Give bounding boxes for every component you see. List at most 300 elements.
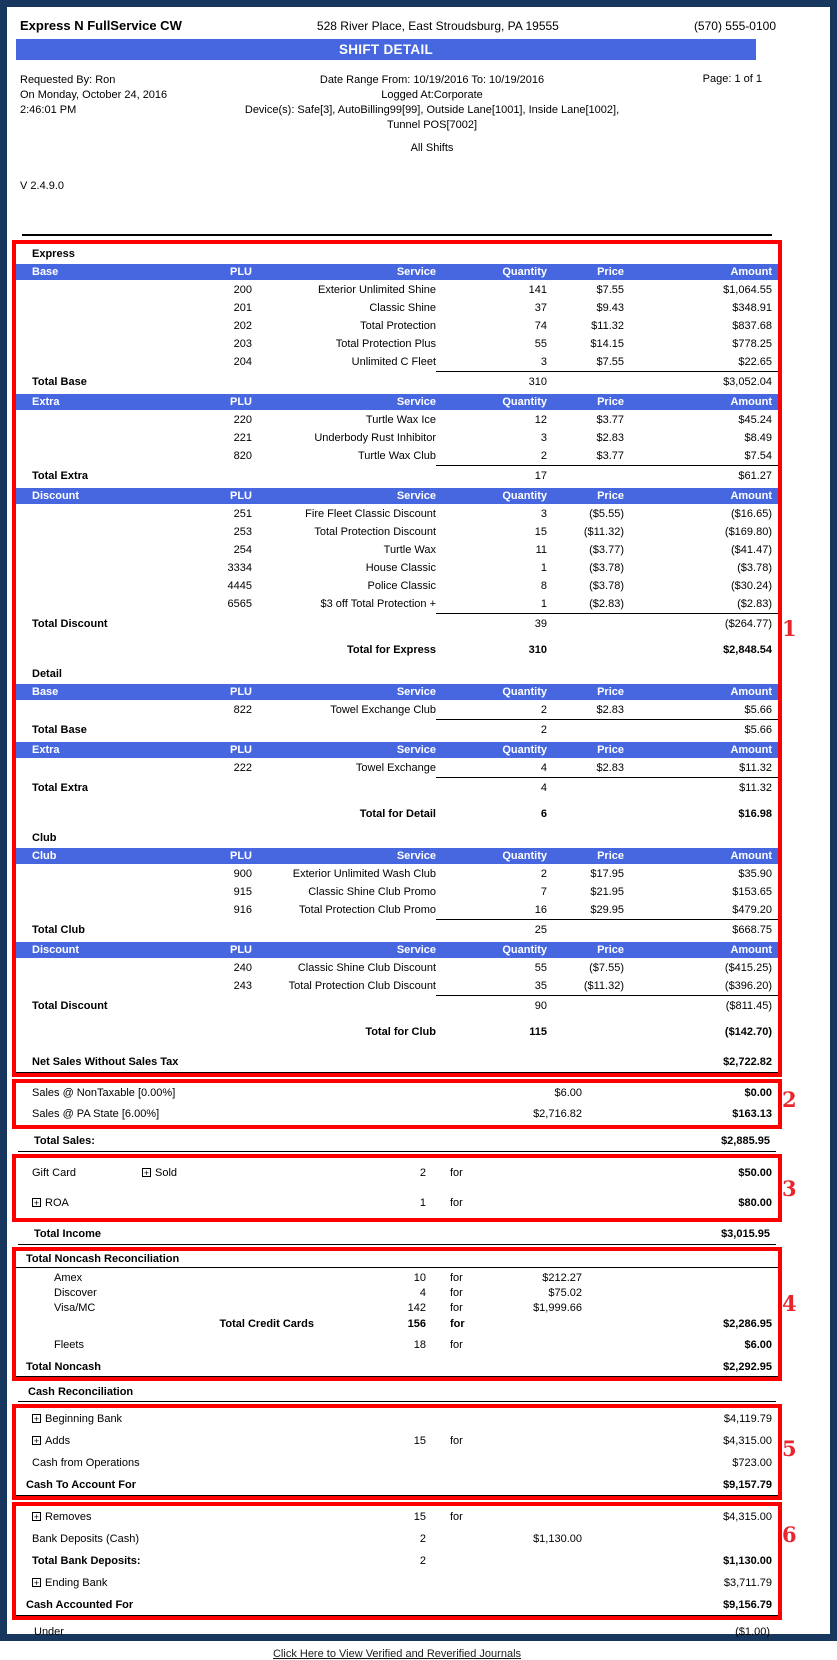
cash-to-account-for-label: Cash To Account For	[26, 1479, 136, 1491]
qty-cell: 3	[540, 432, 547, 444]
plu-cell: 4445	[227, 580, 252, 592]
beginning-bank-row	[16, 1408, 778, 1430]
quantity-header: Quantity	[502, 266, 547, 278]
report-header	[12, 7, 782, 36]
expand-icon[interactable]	[32, 1578, 41, 1587]
total-label: Total Discount	[32, 618, 108, 630]
total-bank-deposits-qty: 2	[419, 1555, 426, 1567]
cash-from-operations-row	[16, 1452, 778, 1474]
total-label: Total Extra	[32, 470, 89, 482]
plu-header: PLU	[230, 944, 252, 956]
total-qty: 39	[534, 618, 547, 630]
total-amount: $5.66	[744, 724, 772, 736]
date-range: Date Range From: 10/19/2016 To: 10/19/2016	[319, 74, 545, 86]
plu-cell: 915	[233, 886, 252, 898]
price-header: Price	[597, 266, 624, 278]
table-row	[16, 447, 778, 465]
report-title-bar: SHIFT DETAIL	[16, 39, 756, 60]
price-cell: ($5.55)	[589, 508, 624, 520]
service-cell: Turtle Wax Ice	[365, 414, 436, 426]
plu-cell: 900	[233, 868, 252, 880]
total-qty: 2	[540, 724, 547, 736]
qty-cell: 141	[528, 284, 547, 296]
beginning-bank-amount: $4,119.79	[723, 1413, 772, 1425]
meta-center-column	[202, 73, 662, 156]
amount-cell: $11.32	[739, 762, 772, 774]
net-sales-label: Net Sales Without Sales Tax	[32, 1056, 179, 1068]
price-cell: $3.77	[596, 450, 624, 462]
cash-from-operations-amount: $723.00	[732, 1457, 772, 1469]
table-row	[16, 901, 778, 919]
table-total-row	[16, 614, 778, 634]
price-header: Price	[597, 850, 624, 862]
total-income-label: Total Income	[34, 1228, 102, 1240]
adds-label: Adds	[45, 1435, 71, 1447]
qty-cell: 37	[534, 302, 547, 314]
section-header-cell: Extra	[32, 396, 60, 408]
qty-cell: 1	[540, 562, 547, 574]
qty-cell: 2	[540, 704, 547, 716]
credit-card-row	[16, 1301, 778, 1316]
amount-cell: $837.68	[732, 320, 772, 332]
cash-from-operations-label: Cash from Operations	[32, 1457, 140, 1469]
table-row	[16, 865, 778, 883]
meta-right-column	[662, 73, 782, 156]
group-total-row	[16, 638, 778, 662]
total-noncash-row	[16, 1357, 778, 1377]
service-cell: Fire Fleet Classic Discount	[305, 508, 436, 520]
qty-cell: 1	[540, 598, 547, 610]
credit-card-row	[16, 1286, 778, 1301]
price-cell: ($11.32)	[583, 980, 624, 992]
ending-bank-row	[16, 1572, 778, 1594]
amount-cell: ($30.24)	[731, 580, 772, 592]
gift-card-amount: $50.00	[738, 1167, 772, 1179]
plu-cell: 254	[233, 544, 252, 556]
qty-cell: 3	[540, 356, 547, 368]
price-cell: $2.83	[596, 704, 624, 716]
total-sales-amount: $2,885.95	[721, 1135, 770, 1147]
table-total-row	[16, 466, 778, 486]
expand-icon[interactable]	[142, 1168, 151, 1177]
cash-accounted-for-label: Cash Accounted For	[26, 1599, 134, 1611]
amount-cell: ($396.20)	[724, 980, 772, 992]
amount-cell: $22.65	[738, 356, 772, 368]
table-row	[16, 429, 778, 447]
group-total-label: Total for Club	[365, 1026, 436, 1038]
total-sales-label: Total Sales:	[34, 1135, 95, 1147]
qty-cell: 55	[534, 962, 547, 974]
card-qty: 10	[413, 1272, 426, 1284]
group-total-label: Total for Express	[346, 644, 436, 656]
table-total-row	[16, 920, 778, 940]
bank-deposits-qty: 2	[419, 1533, 426, 1545]
group-total-qty: 6	[540, 808, 547, 820]
amount-cell: $45.24	[738, 414, 772, 426]
service-cell: Towel Exchange	[355, 762, 436, 774]
expand-icon[interactable]	[32, 1198, 41, 1207]
plu-cell: 204	[233, 356, 252, 368]
total-credit-cards-row	[16, 1316, 778, 1332]
amount-cell: ($415.25)	[724, 962, 772, 974]
table-header-row	[16, 488, 778, 504]
total-credit-cards-label: Total Credit Cards	[219, 1318, 314, 1330]
amount-cell: $479.20	[732, 904, 772, 916]
amount-cell: $5.66	[744, 704, 772, 716]
plu-cell: 916	[233, 904, 252, 916]
for-conjunction: for	[450, 1272, 463, 1284]
price-cell: ($7.55)	[589, 962, 624, 974]
card-amount: $1,999.66	[533, 1302, 582, 1314]
total-noncash-label: Total Noncash	[26, 1361, 101, 1373]
price-cell: $17.95	[590, 868, 624, 880]
amount-cell: ($41.47)	[731, 544, 772, 556]
for-conjunction: for	[450, 1318, 465, 1330]
group-total-row	[16, 1020, 778, 1044]
service-cell: Total Protection Club Promo	[299, 904, 436, 916]
cash-to-account-for-amount: $9,157.79	[723, 1479, 772, 1491]
group-label-club: Club	[32, 832, 57, 844]
plu-cell: 6565	[227, 598, 252, 610]
table-header-row	[16, 684, 778, 700]
requested-by: Requested By: Ron	[20, 74, 116, 86]
service-header: Service	[396, 744, 436, 756]
devices-line-1: Device(s): Safe[3], AutoBilling99[99], Outside Lane[1001], Inside Lane[1002],	[244, 104, 620, 116]
table-row	[16, 883, 778, 901]
qty-cell: 2	[540, 450, 547, 462]
quantity-header: Quantity	[502, 490, 547, 502]
group-total-qty: 310	[528, 644, 547, 656]
plu-header: PLU	[230, 686, 252, 698]
service-header: Service	[396, 396, 436, 408]
service-header: Service	[396, 850, 436, 862]
cash-reconciliation-title: Cash Reconciliation	[18, 1383, 776, 1402]
price-cell: ($11.32)	[583, 526, 624, 538]
total-credit-cards-amount: $2,286.95	[723, 1318, 772, 1330]
tax-row	[16, 1083, 778, 1104]
price-cell: $29.95	[590, 904, 624, 916]
fleets-row	[16, 1335, 778, 1355]
plu-cell: 822	[233, 704, 252, 716]
card-label: Visa/MC	[54, 1302, 96, 1314]
service-cell: Turtle Wax Club	[357, 450, 436, 462]
total-label: Total Club	[32, 924, 85, 936]
removes-label: Removes	[45, 1511, 92, 1523]
plu-cell: 251	[233, 508, 252, 520]
amount-header: Amount	[730, 490, 772, 502]
all-shifts: All Shifts	[410, 142, 454, 154]
group-total-qty: 115	[529, 1026, 547, 1038]
company-phone: (570) 555-0100	[693, 19, 776, 33]
verified-journals-link[interactable]: Click Here to View Verified and Reverified Journals	[272, 1648, 522, 1660]
amount-cell: ($169.80)	[724, 526, 772, 538]
table-row	[16, 559, 778, 577]
total-amount: $11.32	[739, 782, 772, 794]
service-cell: Police Classic	[367, 580, 436, 592]
qty-cell: 8	[540, 580, 547, 592]
for-conjunction: for	[450, 1302, 463, 1314]
card-amount: $75.02	[548, 1287, 582, 1299]
amount-header: Amount	[730, 850, 772, 862]
price-cell: $2.83	[596, 432, 624, 444]
tax-amount: $0.00	[744, 1087, 772, 1099]
amount-cell: $35.90	[738, 868, 772, 880]
total-label: Total Base	[32, 724, 87, 736]
annotation-number-3: 3	[782, 1176, 797, 1201]
total-bank-deposits-row	[16, 1550, 778, 1572]
total-amount: $3,052.04	[723, 376, 772, 388]
adds-row	[16, 1430, 778, 1452]
ending-bank-amount: $3,711.79	[723, 1577, 772, 1589]
table-row	[16, 317, 778, 335]
qty-cell: 7	[540, 886, 547, 898]
tax-label: Sales @ NonTaxable [0.00%]	[32, 1087, 176, 1099]
roa-amount: $80.00	[738, 1197, 772, 1209]
plu-cell: 243	[233, 980, 252, 992]
plu-cell: 220	[233, 414, 252, 426]
qty-cell: 15	[534, 526, 547, 538]
table-row	[16, 335, 778, 353]
net-sales-amount: $2,722.82	[723, 1056, 772, 1068]
table-header-row	[16, 742, 778, 758]
plu-header: PLU	[230, 850, 252, 862]
expand-icon[interactable]	[32, 1436, 41, 1445]
annotation-number-5: 5	[782, 1436, 797, 1461]
total-income-amount: $3,015.95	[721, 1228, 770, 1240]
taxable-amount: $6.00	[554, 1087, 582, 1099]
plu-cell: 203	[233, 338, 252, 350]
price-header: Price	[597, 490, 624, 502]
qty-cell: 3	[540, 508, 547, 520]
service-cell: Classic Shine Club Promo	[308, 886, 436, 898]
service-header: Service	[396, 686, 436, 698]
table-row	[16, 701, 778, 719]
roa-row	[16, 1188, 778, 1218]
roa-label: ROA	[45, 1197, 69, 1209]
table-total-row	[16, 996, 778, 1016]
total-qty: 25	[534, 924, 547, 936]
service-header: Service	[396, 944, 436, 956]
total-noncash-amount: $2,292.95	[723, 1361, 772, 1373]
total-credit-cards-qty: 156	[407, 1318, 426, 1330]
service-header: Service	[396, 266, 436, 278]
for-conjunction: for	[450, 1167, 463, 1179]
annotation-number-6: 6	[782, 1522, 797, 1547]
table-row	[16, 523, 778, 541]
annotation-number-2: 2	[782, 1087, 797, 1112]
bank-deposits-cash-amount: $1,130.00	[533, 1533, 582, 1545]
table-row	[16, 299, 778, 317]
card-label: Discover	[54, 1287, 97, 1299]
meta-left-column	[12, 73, 202, 156]
price-header: Price	[597, 744, 624, 756]
card-label: Amex	[54, 1272, 83, 1284]
tax-row	[16, 1104, 778, 1125]
qty-cell: 35	[534, 980, 547, 992]
group-total-row	[16, 802, 778, 826]
plu-header: PLU	[230, 396, 252, 408]
table-header-row	[16, 848, 778, 864]
plu-header: PLU	[230, 266, 252, 278]
amount-cell: $8.49	[744, 432, 772, 444]
bank-deposits-row	[16, 1528, 778, 1550]
footer	[12, 1648, 782, 1660]
group-total-amount: $16.98	[738, 808, 772, 820]
service-cell: Total Protection	[360, 320, 436, 332]
logged-at: Logged At:Corporate	[381, 89, 483, 101]
taxable-amount: $2,716.82	[533, 1108, 582, 1120]
total-qty: 17	[534, 470, 547, 482]
table-total-row	[16, 372, 778, 392]
qty-cell: 4	[540, 762, 547, 774]
price-cell: ($3.78)	[589, 580, 624, 592]
for-conjunction: for	[450, 1339, 463, 1351]
requested-on: On Monday, October 24, 2016	[20, 89, 168, 101]
adds-amount: $4,315.00	[723, 1435, 772, 1447]
net-sales-row	[16, 1052, 778, 1073]
service-cell: Towel Exchange Club	[330, 704, 436, 716]
service-cell: Exterior Unlimited Wash Club	[292, 868, 436, 880]
amount-cell: $1,064.55	[723, 284, 772, 296]
table-total-row	[16, 720, 778, 740]
total-bank-deposits-label: Total Bank Deposits:	[32, 1555, 141, 1567]
table-row	[16, 577, 778, 595]
qty-cell: 16	[534, 904, 547, 916]
section-header-cell: Base	[32, 686, 59, 698]
service-cell: Total Protection Club Discount	[288, 980, 436, 992]
total-label: Total Extra	[32, 782, 89, 794]
plu-header: PLU	[230, 744, 252, 756]
annotated-box-5	[12, 1404, 797, 1500]
tax-amount: $163.13	[732, 1108, 772, 1120]
for-conjunction: for	[450, 1197, 463, 1209]
total-amount: $668.75	[732, 924, 772, 936]
ending-bank-label: Ending Bank	[45, 1577, 108, 1589]
amount-cell: ($16.65)	[731, 508, 772, 520]
annotated-box-2	[12, 1079, 797, 1129]
section-header-cell: Discount	[32, 944, 80, 956]
service-cell: House Classic	[365, 562, 436, 574]
service-cell: Total Protection Discount	[314, 526, 436, 538]
section-header-cell: Base	[32, 266, 59, 278]
expand-icon[interactable]	[32, 1512, 41, 1521]
report-content	[12, 7, 797, 1660]
plu-cell: 221	[233, 432, 252, 444]
noncash-title: Total Noncash Reconciliation	[16, 1251, 778, 1268]
fleets-qty: 18	[413, 1339, 426, 1351]
plu-cell: 222	[233, 762, 252, 774]
qty-cell: 12	[534, 414, 547, 426]
cash-to-account-for-row	[16, 1474, 778, 1496]
amount-cell: $7.54	[744, 450, 772, 462]
service-cell: Total Protection Plus	[335, 338, 436, 350]
table-row	[16, 411, 778, 429]
annotation-number-4: 4	[782, 1291, 797, 1316]
price-cell: $21.95	[590, 886, 624, 898]
quantity-header: Quantity	[502, 396, 547, 408]
table-header-row	[16, 942, 778, 958]
price-cell: $2.83	[596, 762, 624, 774]
service-cell: Exterior Unlimited Shine	[318, 284, 436, 296]
service-cell: Classic Shine Club Discount	[297, 962, 436, 974]
section-header-cell: Extra	[32, 744, 60, 756]
bank-deposits-label: Bank Deposits (Cash)	[32, 1533, 139, 1545]
annotated-box-4	[12, 1247, 797, 1381]
for-conjunction: for	[450, 1511, 463, 1523]
table-row	[16, 959, 778, 977]
service-cell: $3 off Total Protection +	[320, 598, 436, 610]
devices-line-2: Tunnel POS[7002]	[386, 119, 478, 131]
requested-time: 2:46:01 PM	[20, 104, 77, 116]
amount-header: Amount	[730, 686, 772, 698]
price-cell: $14.15	[590, 338, 624, 350]
quantity-header: Quantity	[502, 850, 547, 862]
for-conjunction: for	[450, 1287, 463, 1299]
total-qty: 310	[528, 376, 547, 388]
under-label: Under	[34, 1626, 64, 1638]
price-header: Price	[597, 686, 624, 698]
table-header-row	[16, 264, 778, 280]
price-cell: $11.32	[591, 320, 624, 332]
plu-cell: 201	[233, 302, 252, 314]
plu-cell: 202	[233, 320, 252, 332]
total-amount: ($811.45)	[725, 1000, 772, 1012]
for-conjunction: for	[450, 1435, 463, 1447]
total-bank-deposits-amount: $1,130.00	[723, 1555, 772, 1567]
card-qty: 4	[419, 1287, 426, 1299]
total-label: Total Discount	[32, 1000, 108, 1012]
total-qty: 4	[540, 782, 547, 794]
amount-header: Amount	[730, 396, 772, 408]
annotated-box-6	[12, 1502, 797, 1620]
under-amount: ($1.00)	[735, 1626, 770, 1638]
price-header: Price	[597, 944, 624, 956]
adds-qty: 15	[413, 1435, 426, 1447]
amount-header: Amount	[730, 944, 772, 956]
annotated-box-3	[12, 1154, 797, 1222]
group-total-amount: $2,848.54	[723, 644, 772, 656]
table-row	[16, 977, 778, 995]
service-cell: Underbody Rust Inhibitor	[314, 432, 436, 444]
divider-line	[22, 234, 772, 236]
service-cell: Turtle Wax	[383, 544, 436, 556]
service-cell: Unlimited C Fleet	[351, 356, 436, 368]
company-name: Express N FullService CW	[20, 18, 182, 33]
amount-header: Amount	[730, 744, 772, 756]
plu-cell: 240	[233, 962, 252, 974]
table-total-row	[16, 778, 778, 798]
page-number: Page: 1 of 1	[702, 73, 762, 85]
annotated-box-1	[12, 240, 797, 1077]
gift-card-label: Gift Card	[32, 1167, 77, 1179]
annotation-number-1: 1	[782, 616, 797, 641]
quantity-header: Quantity	[502, 686, 547, 698]
cash-accounted-for-row	[16, 1594, 778, 1616]
gift-card-qty: 2	[419, 1167, 426, 1179]
qty-cell: 74	[534, 320, 547, 332]
expand-icon[interactable]	[32, 1414, 41, 1423]
price-cell: $9.43	[596, 302, 624, 314]
qty-cell: 2	[540, 868, 547, 880]
total-sales-row	[18, 1131, 776, 1152]
table-row	[16, 541, 778, 559]
gift-card-sold-label: Sold	[155, 1167, 178, 1179]
group-label-detail: Detail	[32, 668, 62, 680]
report-version: V 2.4.9.0	[20, 180, 65, 192]
group-total-amount: ($142.70)	[724, 1026, 772, 1038]
table-row	[16, 759, 778, 777]
amount-header: Amount	[730, 266, 772, 278]
